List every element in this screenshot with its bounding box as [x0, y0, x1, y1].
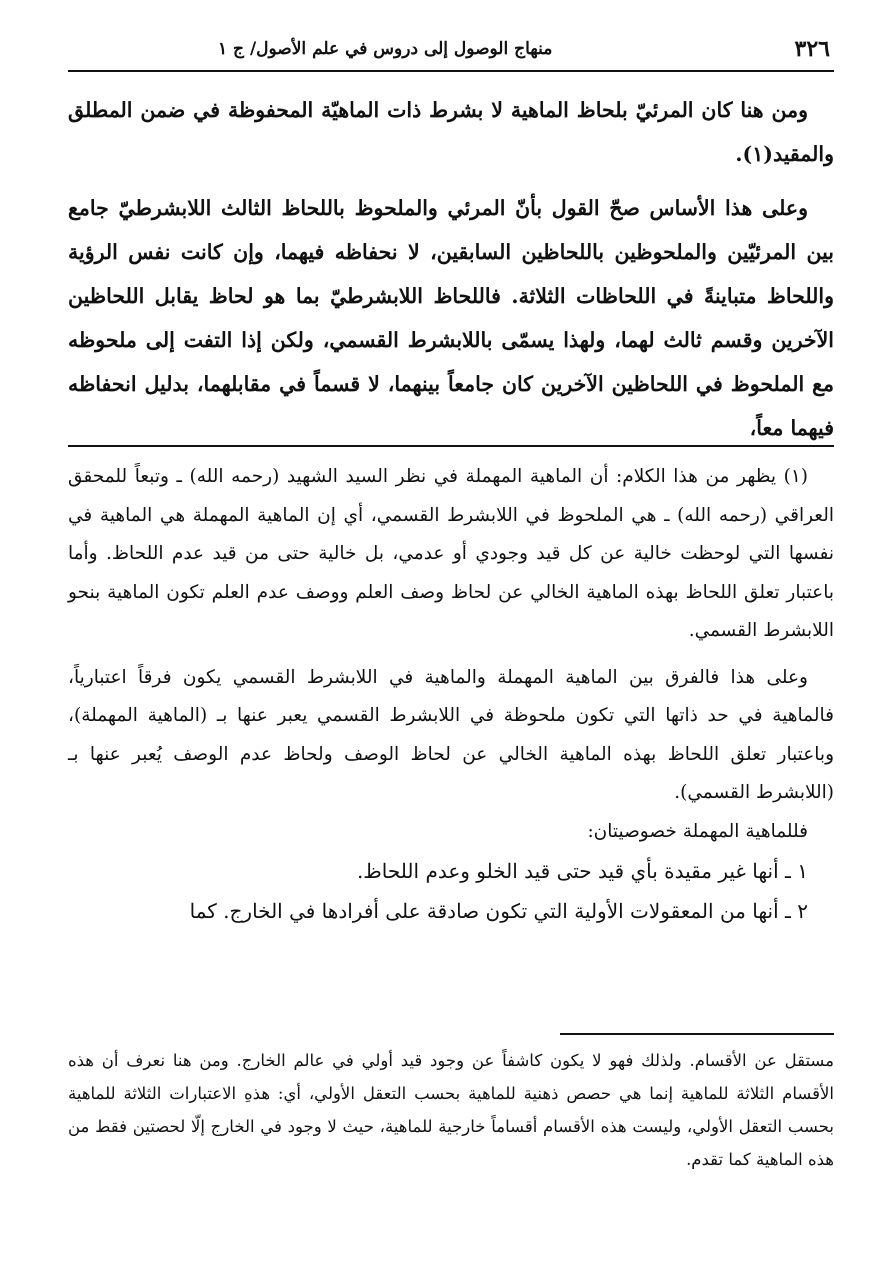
footnote-paragraph: (١) يظهر من هذا الكلام: أن الماهية المهملة في نظر السيد الشهيد (رحمه الله) ـ وتبعاً للمحقق العراقي (رحمه الله) ـ هي الملحوظ في اللابشرط القسمي، أي إن الماهية المهملة هي الماهية في نفسها التي لوحظت خالية عن كل قيد وجودي أو عدمي، بل خالية حتى من قيد عدم اللحاظ. وأما باعتبار تعلق اللحاظ بهذه الماهية الخالي عن لحاظ وصف العلم ووصف عدم العلم تكون الماهية بنحو اللابشرط القسمي. [68, 466, 834, 641]
footnote-paragraph: وعلى هذا فالفرق بين الماهية المهملة والماهية في اللابشرط القسمي يكون فرقاً اعتبارياً، فالماهية في حد ذاتها التي تكون ملحوظة في اللابشرط القسمي يعبر عنها بـ (الماهية المهملة)، وباعتبار تعلق اللحاظ بهذه الماهية الخالي عن لحاظ الوصف ولحاظ عدم الوصف يُعبر عنها بـ (اللابشرط القسمي). [68, 666, 834, 803]
main-text [68, 88, 834, 450]
main-paragraph: ومن هنا كان المرئيّ بلحاظ الماهية لا بشرط ذات الماهيّة المحفوظة في ضمن المطلق والمقيد(١). [68, 98, 834, 166]
footnote-continuation-divider [560, 1033, 834, 1035]
page-header [68, 28, 834, 72]
footnote-continuation-paragraph: مستقل عن الأقسام. ولذلك فهو لا يكون كاشفاً عن وجود قيد أولي في عالم الخارج. ومن هنا نعرف أن هذه الأقسام الثلاثة للماهية إنما هي حصص ذهنية للماهية بحسب التعقل الأولي، أي: هذهِ الاعتبارات الثلاثة للماهية بحسب التعقل الأولي، وليست هذه الأقسام أقساماً خارجية للماهية، حيث لا وجود في الخارج إلّا لحصتين فقط من هذه الماهية كما تقدم. [68, 1051, 834, 1169]
main-paragraph: وعلى هذا الأساس صحّ القول بأنّ المرئي والملحوظ باللحاظ الثالث اللابشرطيّ جامع بين المرئيّين والملحوظين باللحاظين السابقين، لا نحفاظه فيهما، وإن كانت نفس الرؤية واللحاظ متباينةً في اللحاظات الثلاثة. فاللحاظ اللابشرطيّ بما هو لحاظ يقابل اللحاظين الآخرين وقسم ثالث لهما، ولهذا يسمّى باللابشرط القسمي، ولكن إذا التفت إلى ملحوظه مع الملحوظ في اللحاظين الآخرين كان جامعاً بينهما، لا قسماً في مقابلهما، بدليل انحفاظه فيهما معاً، [68, 196, 834, 440]
footnote-paragraph: فللماهية المهملة خصوصيتان: [587, 820, 808, 842]
footnote-divider [68, 445, 834, 447]
footnote-list-item: ٢ ـ أنها من المعقولات الأولية التي تكون صادقة على أفرادها في الخارج. كما [189, 899, 808, 923]
running-title: منهاج الوصول إلى دروس في علم الأصول/ ج ١ [218, 39, 553, 59]
footnote [68, 458, 834, 931]
page [68, 0, 834, 1284]
footnote-continuation [68, 1044, 834, 1176]
footnote-list-item: ١ ـ أنها غير مقيدة بأي قيد حتى قيد الخلو وعدم اللحاظ. [356, 859, 808, 883]
page-number: ٣٢٦ [794, 36, 830, 62]
